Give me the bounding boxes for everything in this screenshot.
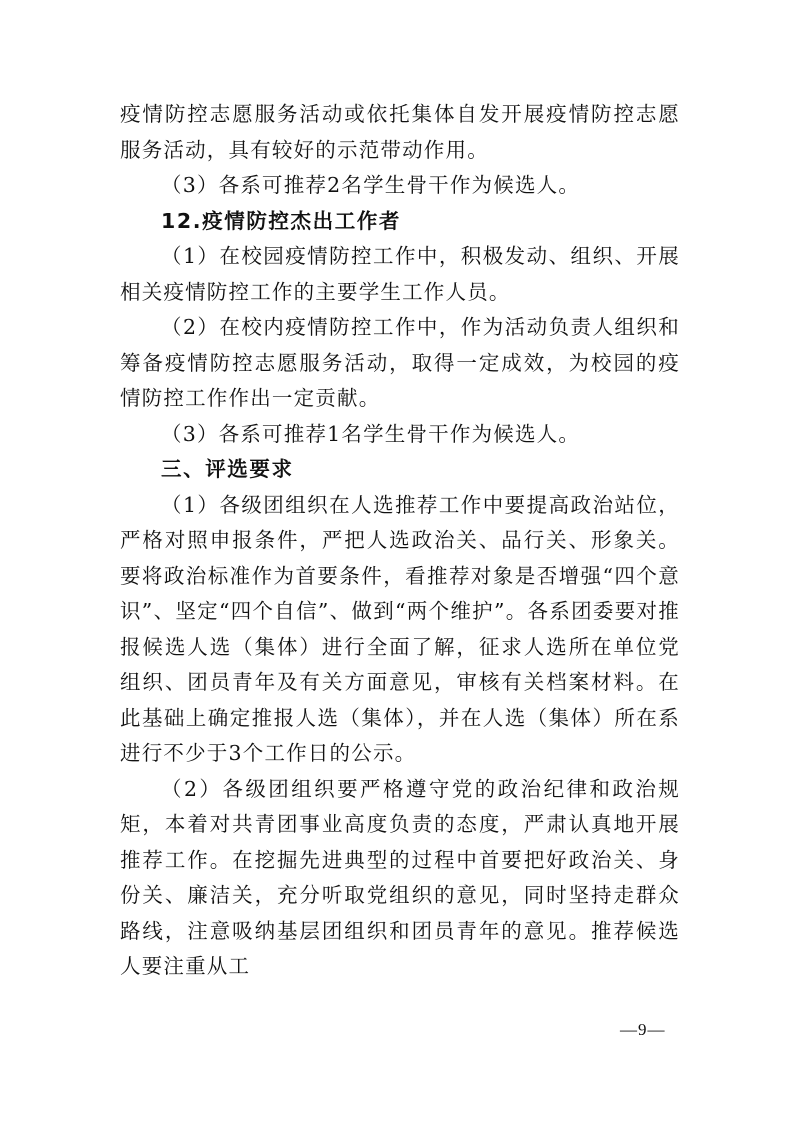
section-heading: 三、评选要求 xyxy=(161,457,294,481)
paragraph-item: （3）各系可推荐1名学生骨干作为候选人。 xyxy=(161,421,581,446)
page-number: —9— xyxy=(620,1020,666,1039)
section-heading: 12.疫情防控杰出工作者 xyxy=(161,208,402,233)
paragraph-item: （1）各级团组织在人选推荐工作中要提高政治站位，严格对照申报条件，严把人选政治关、品行关、形象关。要将政治标准作为首要条件，看推荐对象是否增强“四个意识”、坚定“四个自信”、做到“两个维护”。各系团委要对推报候选人选（集体）进行全面了解，征求人选所在单位党组织、团员青年及有关方面意见，审核有关档案材料。在此基础上确定推报人选（集体），并在人选（集体）所在系进行不少于3个工作日的公示。 xyxy=(120,492,680,765)
document-body xyxy=(120,97,680,985)
paragraph-item: （3）各系可推荐2名学生骨干作为候选人。 xyxy=(161,173,581,197)
paragraph-continuation: 疫情防控志愿服务活动或依托集体自发开展疫情防控志愿服务活动，具有较好的示范带动作用。 xyxy=(120,102,680,162)
paragraph-item: （1）在校园疫情防控工作中，积极发动、组织、开展相关疫情防控工作的主要学生工作人员。 xyxy=(120,244,680,304)
paragraph-item: （2）各级团组织要严格遵守党的政治纪律和政治规矩，本着对共青团事业高度负责的态度，严肃认真地开展推荐工作。在挖掘先进典型的过程中首要把好政治关、身份关、廉洁关，充分听取党组织的意见，同时坚持走群众路线，注意吸纳基层团组织和团员青年的意见。推荐候选人要注重从工 xyxy=(120,776,680,978)
paragraph-item: （2）在校内疫情防控工作中，作为活动负责人组织和筹备疫情防控志愿服务活动，取得一定成效，为校园的疫情防控工作作出一定贡献。 xyxy=(120,315,680,410)
